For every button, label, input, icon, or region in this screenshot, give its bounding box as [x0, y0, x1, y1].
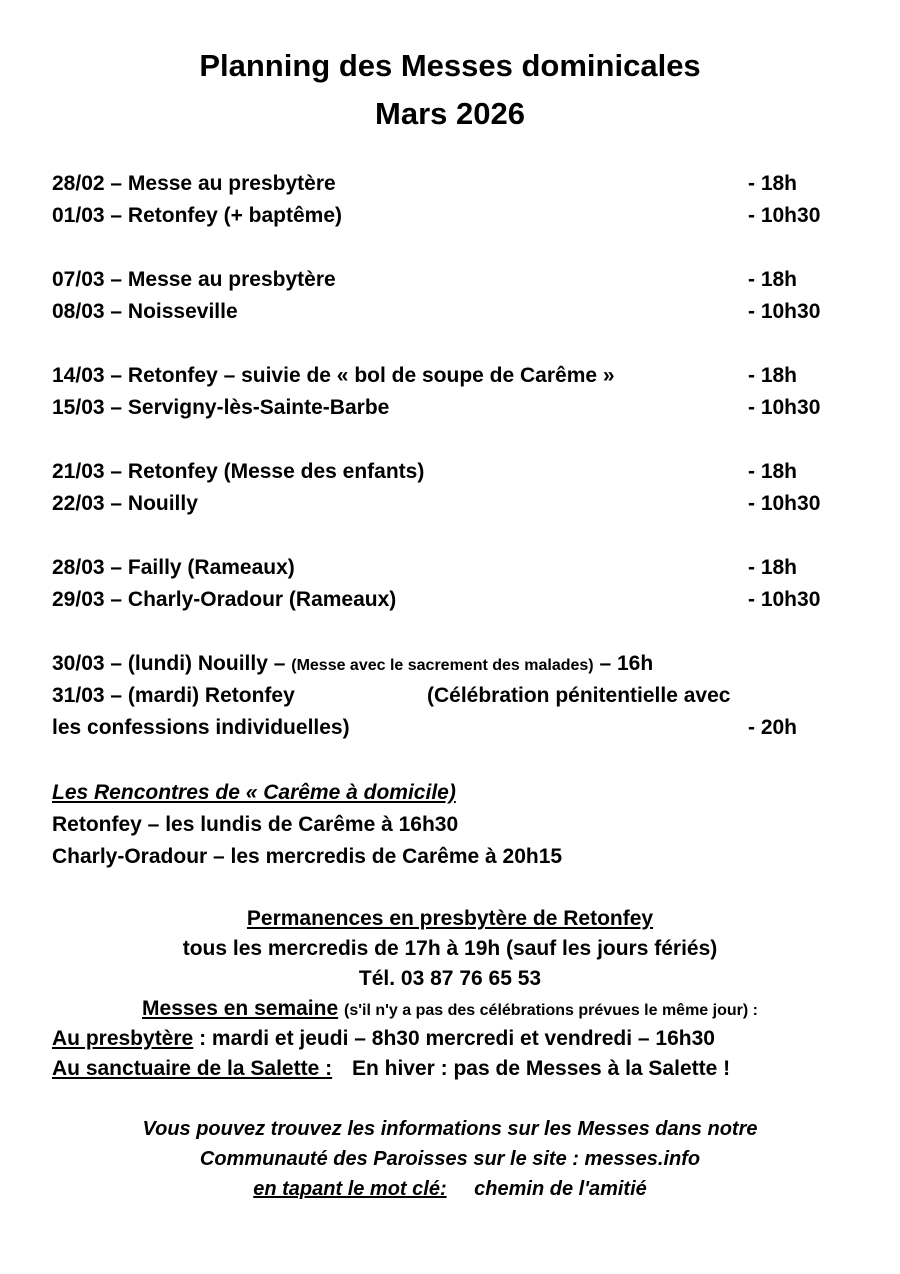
schedule-item-penitential-detail: (Célébration pénitentielle avec	[427, 684, 731, 707]
schedule-time: - 10h30	[748, 492, 821, 515]
permanences-heading: Permanences en presbytère de Retonfey	[246, 907, 654, 930]
schedule-time: - 18h	[748, 268, 798, 291]
schedule-item: 29/03 – Charly-Oradour (Rameaux)	[52, 588, 397, 611]
info-keyword	[0, 1175, 900, 1203]
semaine-salette-label: Au sanctuaire de la Salette :	[52, 1057, 333, 1080]
rencontres-heading: Les Rencontres de « Carême à domicile)	[52, 781, 456, 804]
permanences-phone: Tél. 03 87 76 65 53	[358, 967, 542, 990]
schedule-item: 28/02 – Messe au presbytère	[52, 172, 336, 195]
schedule-item-penitential-cont: les confessions individuelles)	[52, 716, 350, 739]
info-line: Communauté des Paroisses sur le site : messes.info	[199, 1148, 701, 1170]
schedule-item: 22/03 – Nouilly	[52, 492, 198, 515]
info-keyword-value: chemin de l'amitié	[474, 1178, 647, 1200]
permanences-hours: tous les mercredis de 17h à 19h (sauf les jours fériés)	[182, 937, 718, 960]
schedule-item: 14/03 – Retonfey – suivie de « bol de soupe de Carême »	[52, 364, 615, 387]
rencontres-line: Retonfey – les lundis de Carême à 16h30	[52, 813, 459, 836]
semaine-note: (s'il n'y a pas des célébrations prévues le même jour) :	[343, 1002, 758, 1019]
schedule-time: - 10h30	[748, 588, 821, 611]
schedule-time: - 18h	[748, 172, 798, 195]
semaine-presbytere-text: : mardi et jeudi – 8h30 mercredi et vendredi – 16h30	[199, 1027, 715, 1050]
semaine-salette-text: En hiver : pas de Messes à la Salette !	[351, 1057, 731, 1080]
semaine-presbytere	[52, 1025, 715, 1053]
schedule-time: - 18h	[748, 364, 798, 387]
schedule-item-penitential: 31/03 – (mardi) Retonfey	[52, 684, 295, 707]
schedule-time: - 10h30	[748, 300, 821, 323]
schedule-time: - 20h	[748, 716, 798, 739]
schedule-item: 21/03 – Retonfey (Messe des enfants)	[52, 460, 425, 483]
schedule-time: - 18h	[748, 556, 798, 579]
schedule-time: - 18h	[748, 460, 798, 483]
semaine-line	[0, 995, 900, 1025]
schedule-item-special-note: (Messe avec le sacrement des malades)	[291, 657, 594, 674]
schedule-item-special	[52, 650, 653, 680]
schedule-item: 28/03 – Failly (Rameaux)	[52, 556, 295, 579]
schedule-item-special-main: 30/03 – (lundi) Nouilly –	[52, 652, 286, 675]
schedule-item: 08/03 – Noisseville	[52, 300, 238, 323]
semaine-presbytere-label: Au presbytère	[52, 1027, 194, 1050]
info-line: Vous pouvez trouvez les informations sur les Messes dans notre	[142, 1118, 758, 1140]
schedule-item: 15/03 – Servigny-lès-Sainte-Barbe	[52, 396, 390, 419]
page-title: Planning des Messes dominicales	[199, 48, 701, 83]
rencontres-line: Charly-Oradour – les mercredis de Carême à 20h15	[52, 845, 563, 868]
semaine-heading: Messes en semaine	[142, 997, 339, 1020]
schedule-item: 07/03 – Messe au presbytère	[52, 268, 336, 291]
schedule-time: - 10h30	[748, 396, 821, 419]
info-keyword-label: en tapant le mot clé:	[253, 1178, 447, 1200]
schedule-item-special-time: – 16h	[599, 652, 654, 675]
schedule-time: - 10h30	[748, 204, 821, 227]
semaine-salette	[52, 1055, 730, 1083]
schedule-item: 01/03 – Retonfey (+ baptême)	[52, 204, 343, 227]
page-subtitle: Mars 2026	[375, 96, 525, 131]
